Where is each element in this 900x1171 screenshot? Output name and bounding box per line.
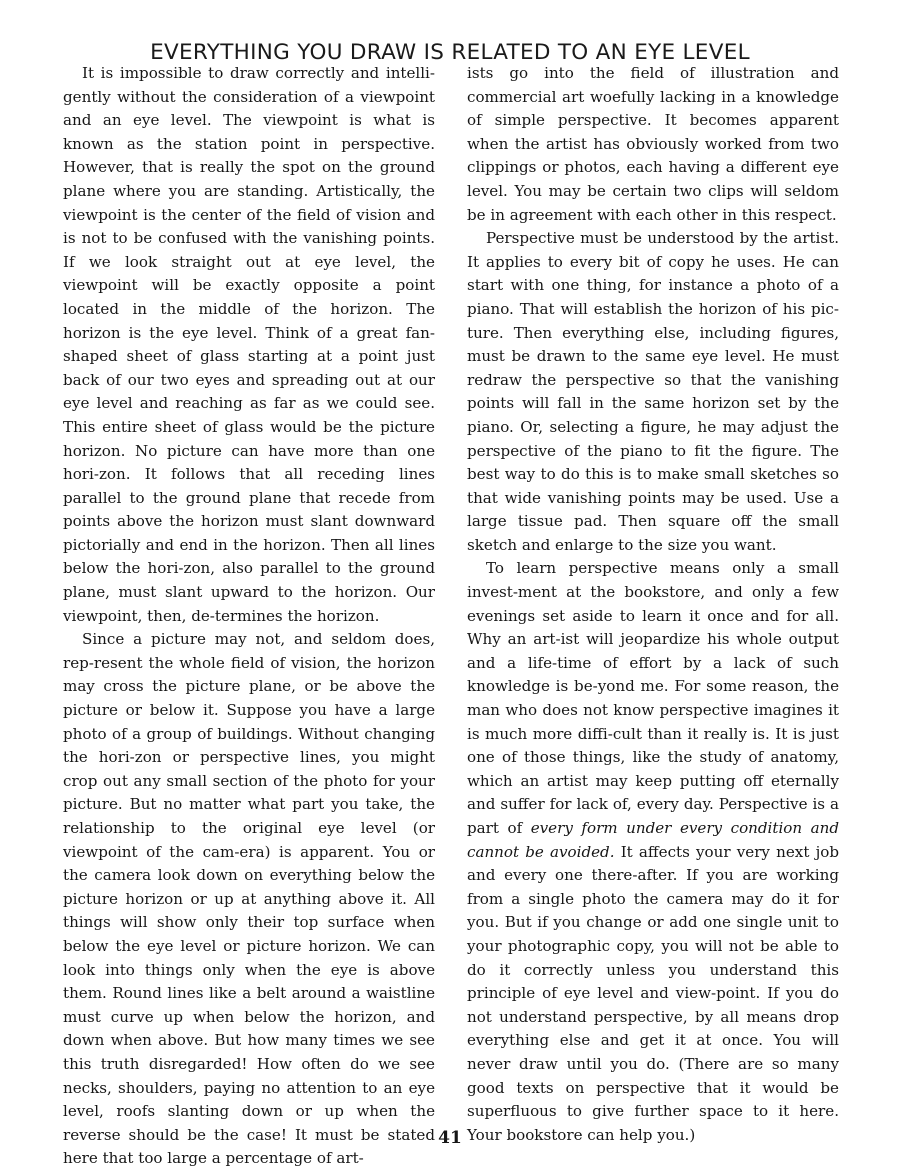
paragraph-learn-perspective	[467, 557, 839, 1147]
page-title: EVERYTHING YOU DRAW IS RELATED TO AN EYE LEVEL	[150, 40, 750, 66]
right-column	[467, 62, 839, 1171]
text-columns	[63, 62, 839, 1171]
paragraph-perspective-understood: Perspective must be understood by the artist. It applies to every bit of copy he uses. He can start with one thing, for instance a photo of a piano. That will establish the horizon of his pic-ture. Then everything else, including figures, must be drawn to the same eye level. He must redraw the perspective so that the vanishing points will fall in the same horizon set by the piano. Or, selecting a figure, he may adjust the perspective of the piano to fit the figure. The best way to do this is to make small sketches so that wide vanishing points may be used. Use a large tissue pad. Then square off the small sketch and enlarge to the size you want.	[467, 229, 839, 554]
learn-perspective-text-start: To learn perspective means only a small invest-ment at the bookstore, and only a few evenings set aside to learn it once and for all. Why an art-ist will jeopardize his whole output and a life-time of effort by a lack of such knowledge is be-yond me. For some reason, the man who does not know perspective imagines it is much more diffi-cult than it really is. It is just one of those things, like the study of anatomy, which an artist may keep putting off eternally and suffer for lack of, every day. Perspective is a part of	[467, 559, 839, 837]
learn-perspective-text-end: It affects your very next job and every one there-after. If you are working from a single photo the camera may do it for you. But if you change or add one single unit to your photographic copy, you will not be able to do it correctly unless you understand this principle of eye level and view-point. If you do not understand perspective, by all means drop everything else and get it at once. You will never draw until you do. (There are so many good texts on perspective that it would be superfluous to give further space to it here. Your bookstore can help you.)	[467, 842, 839, 1144]
paragraph-picture-field: Since a picture may not, and seldom does, rep-resent the whole field of vision, the horizon may cross the picture plane, or be above the picture or below it. Suppose you have a large photo of a group of buildings. Without changing the hori-zon or perspective lines, you might crop out any small section of the photo for your picture. But no matter what part you take, the relationship to the original eye level (or viewpoint of the cam-era) is apparent. You or the camera look down on everything below the picture horizon or up at anything above it. All things will show only their top surface when below the eye level or picture horizon. We can look into things only when the eye is above them. Round lines like a belt around a waistline must curve up when below the horizon, and down when above. But how many times we see this truth disregarded! How often do we see necks, shoulders, paying no attention to an eye level, roofs slanting down or up when the reverse should be the case! It must be stated here that too large a percentage of art-	[63, 630, 435, 1168]
paragraph-viewpoint: It is impossible to draw correctly and intelli-gently without the consideration of a viewpoint and an eye level. The viewpoint is what is known as the station point in perspective. However, that is really the spot on the ground plane where you are standing. Artistically, the viewpoint is the center of the field of vision and is not to be confused with the vanishing points. If we look straight out at eye level, the viewpoint will be exactly opposite a point located in the middle of the horizon. The horizon is the eye level. Think of a great fan-shaped sheet of glass starting at a point just back of our two eyes and spreading out at our eye level and reaching as far as we could see. This entire sheet of glass would be the picture horizon. No picture can have more than one hori-zon. It follows that all receding lines parallel to the ground plane that recede from points above the horizon must slant downward pictorially and end in the horizon. Then all lines below the hori-zon, also parallel to the ground plane, must slant upward to the horizon. Our viewpoint, then, de-termines the horizon.	[63, 64, 435, 625]
page-number: 41	[438, 1128, 462, 1148]
paragraph-continuation: ists go into the field of illustration and commercial art woefully lacking in a knowledge of simple perspective. It becomes apparent when the artist has obviously worked from two clippings or photos, each having a different eye level. You may be certain two clips will seldom be in agreement with each other in this respect.	[467, 64, 839, 224]
left-column	[63, 62, 435, 1171]
emphasized-text: every form under every condition and cannot be avoided.	[467, 819, 840, 861]
